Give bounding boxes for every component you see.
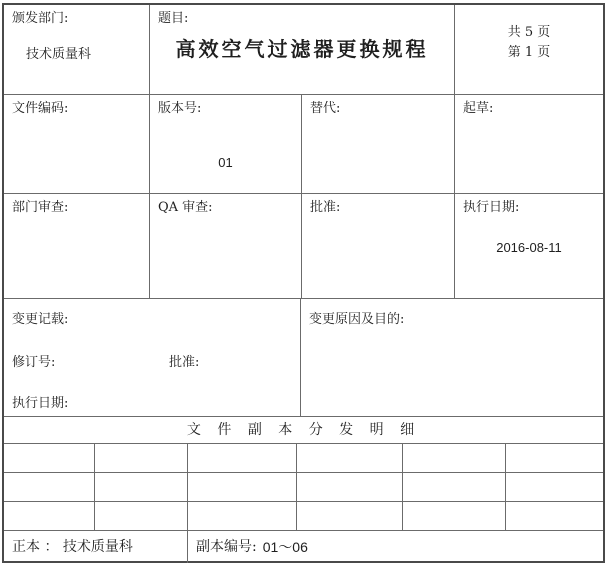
document-form-table <box>2 3 605 563</box>
original-copy-label: 正本 ： 技术质量科 <box>12 538 133 555</box>
file-code-cell <box>4 95 150 193</box>
distribution-grid-row <box>4 444 603 473</box>
file-code-label: 文件编码: <box>12 101 69 116</box>
issuing-dept-label: 颁发部门: <box>12 11 69 26</box>
distribution-grid-cell <box>506 473 603 501</box>
title-cell <box>150 5 455 94</box>
page-count-cell <box>455 5 603 94</box>
distribution-grid-cell <box>4 502 95 530</box>
change-reason-cell <box>301 299 603 416</box>
distribution-header: 文 件 副 本 分 发 明 细 <box>186 422 421 438</box>
effective-date-value: 2016-08-11 <box>496 240 562 255</box>
distribution-grid-cell <box>297 444 403 472</box>
footer-row <box>4 531 603 563</box>
file-info-row <box>4 95 603 194</box>
distribution-grid-cell <box>188 444 297 472</box>
qa-review-cell <box>150 194 302 298</box>
page-current: 第 1 页 <box>507 45 551 60</box>
subject-label: 题目: <box>158 11 189 26</box>
change-approval-label: 批准: <box>169 355 200 370</box>
review-row <box>4 194 603 299</box>
issuing-dept-value: 技术质量科 <box>26 47 92 62</box>
revision-no-label: 修订号: <box>12 355 56 370</box>
drafter-label: 起草: <box>463 101 494 116</box>
distribution-grid-cell <box>506 444 603 472</box>
distribution-grid-cell <box>4 473 95 501</box>
distribution-grid-cell <box>188 473 297 501</box>
version-label: 版本号: <box>158 101 202 116</box>
distribution-grid-cell <box>95 444 188 472</box>
distribution-grid-row <box>4 502 603 531</box>
distribution-grid-cell <box>297 502 403 530</box>
change-reason-label: 变更原因及目的: <box>309 312 405 327</box>
distribution-grid-cell <box>95 473 188 501</box>
header-row <box>4 5 603 95</box>
distribution-grid-cell <box>4 444 95 472</box>
original-copy-cell <box>4 531 188 563</box>
document-title: 高效空气过滤器更换规程 <box>175 37 429 61</box>
distribution-grid-cell <box>403 473 506 501</box>
change-record-row <box>4 299 603 417</box>
dept-review-label: 部门审查: <box>12 200 69 215</box>
effective-date-cell <box>455 194 603 298</box>
supersedes-label: 替代: <box>310 101 341 116</box>
change-effective-date-label: 执行日期: <box>12 396 69 411</box>
change-record-label: 变更记载: <box>12 312 69 327</box>
distribution-grid-cell <box>297 473 403 501</box>
version-cell <box>150 95 302 193</box>
copy-numbers-label: 副本编号: <box>196 538 257 555</box>
distribution-grid-cell <box>95 502 188 530</box>
approval-cell <box>302 194 455 298</box>
qa-review-label: QA 审查: <box>158 200 213 215</box>
distribution-grid-cell <box>506 502 603 530</box>
distribution-grid-cell <box>188 502 297 530</box>
distribution-grid-row <box>4 473 603 502</box>
issuing-dept-cell <box>4 5 150 94</box>
copy-numbers-cell <box>188 531 603 563</box>
distribution-header-row <box>4 417 603 444</box>
drafter-cell <box>455 95 603 193</box>
version-value: 01 <box>218 155 233 170</box>
dept-review-cell <box>4 194 150 298</box>
effective-date-label: 执行日期: <box>463 200 520 215</box>
distribution-grid-cell <box>403 444 506 472</box>
copy-numbers-value: 01～06 <box>262 538 308 555</box>
pages-total: 共 5 页 <box>507 25 551 40</box>
approval-label: 批准: <box>310 200 341 215</box>
change-record-cell <box>4 299 301 416</box>
distribution-grid-cell <box>403 502 506 530</box>
supersedes-cell <box>302 95 455 193</box>
